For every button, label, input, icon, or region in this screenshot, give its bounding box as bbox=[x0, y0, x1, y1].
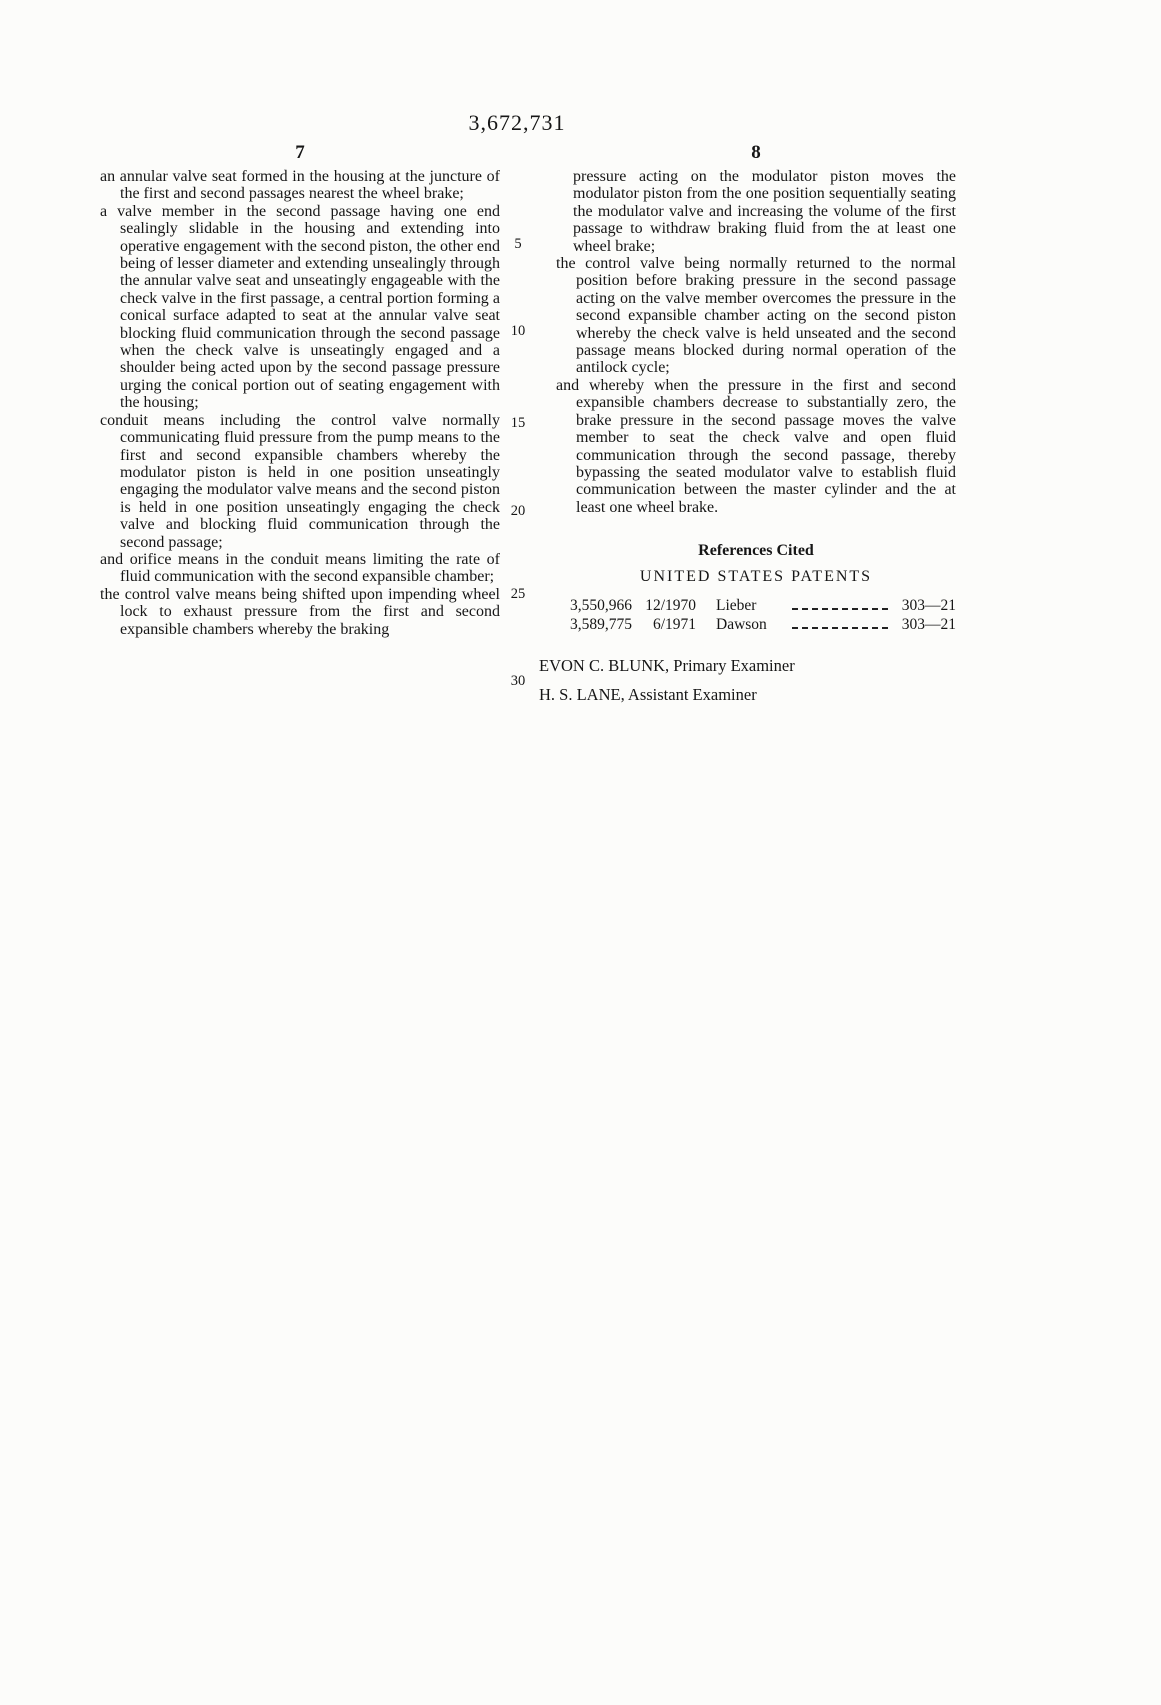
claim-clause: a valve member in the second passage having one end sealingly slidable in the housing and extending into operative engagement with the second piston, the other end being of lesser diameter and extending unsealingly through the annular valve seat and unseatingly engageable with the check valve in the first passage, a central portion forming a conical surface adapted to seat at the annular valve seat blocking fluid communication through the second passage when the check valve is unseatingly engaged and a shoulder being acted upon by the second passage pressure urging the conical portion out of seating engagement with the housing; bbox=[100, 202, 500, 412]
left-column-clauses bbox=[100, 168, 500, 638]
claim-clause: the control valve means being shifted upon impending wheel lock to exhaust pressure from the first and second expansible chambers whereby the braking bbox=[100, 585, 500, 638]
claim-clause: and whereby when the pressure in the first and second expansible chambers decrease to substantially zero, the brake pressure in the second passage moves the valve member to seat the check valve and open fluid communication through the second passage, thereby bypassing the seated modulator valve to establish fluid communication between the master cylinder and the at least one wheel brake. bbox=[556, 376, 956, 516]
reference-date: 6/1971 bbox=[652, 616, 696, 634]
reference-class-number: 303—21 bbox=[901, 616, 956, 634]
line-number: 10 bbox=[510, 323, 526, 339]
column-7 bbox=[100, 142, 500, 714]
reference-patent-number: 3,550,966 bbox=[570, 597, 632, 615]
references-list bbox=[546, 596, 956, 634]
reference-date: 12/1970 bbox=[645, 597, 696, 615]
patent-number: 3,672,731 bbox=[468, 110, 566, 135]
examiner-line: EVON C. BLUNK, Primary Examiner bbox=[539, 656, 795, 676]
reference-entry bbox=[546, 596, 956, 615]
reference-class-number: 303—21 bbox=[901, 597, 956, 615]
us-patents-subheading: UNITED STATES PATENTS bbox=[639, 568, 873, 586]
line-number: 20 bbox=[510, 503, 526, 519]
claim-clause: the control valve being normally returned to the normal position before braking pressure in the second passage acting on the valve member overcomes the pressure in the second expansible chamber acting on the second piston whereby the check valve is held unseated and the second passage means blocked during normal operation of the antilock cycle; bbox=[556, 255, 956, 377]
leader-dashes bbox=[792, 608, 888, 610]
right-column-clauses bbox=[556, 168, 956, 516]
line-number: 5 bbox=[514, 236, 522, 252]
claim-clause: pressure acting on the modulator piston moves the modulator piston from the one position sequentially seating the modulator valve and increasing the volume of the first passage to withdraw braking fluid from the at least one wheel brake; bbox=[573, 168, 956, 255]
leader-dashes bbox=[792, 627, 888, 629]
claim-clause: and orifice means in the conduit means limiting the rate of fluid communication with the second expansible chamber; bbox=[100, 550, 500, 586]
reference-patent-number: 3,589,775 bbox=[570, 616, 632, 634]
reference-entry bbox=[546, 615, 956, 634]
text-columns bbox=[100, 142, 956, 714]
line-number: 30 bbox=[510, 673, 526, 689]
references-section bbox=[556, 542, 956, 634]
line-number: 15 bbox=[510, 415, 526, 431]
references-cited-heading: References Cited bbox=[698, 542, 814, 560]
claim-clause: conduit means including the control valve normally communicating fluid pressure from the pump means to the first and second expansible chambers whereby the modulator piston is held in one position unseatingly engaging the modulator valve means and the second piston is held in one position unseatingly engaging the check valve and blocking fluid communication through the second passage; bbox=[100, 411, 500, 551]
column-8 bbox=[539, 142, 956, 714]
examiners bbox=[539, 656, 956, 705]
line-number: 25 bbox=[510, 586, 526, 602]
reference-inventor-name: Lieber bbox=[716, 597, 757, 615]
column-7-number: 7 bbox=[295, 142, 305, 163]
reference-inventor-name: Dawson bbox=[716, 616, 767, 634]
claim-clause: an annular valve seat formed in the housing at the juncture of the first and second passages nearest the wheel brake; bbox=[100, 168, 500, 203]
examiner-line: H. S. LANE, Assistant Examiner bbox=[539, 685, 757, 705]
column-8-number: 8 bbox=[751, 142, 761, 163]
